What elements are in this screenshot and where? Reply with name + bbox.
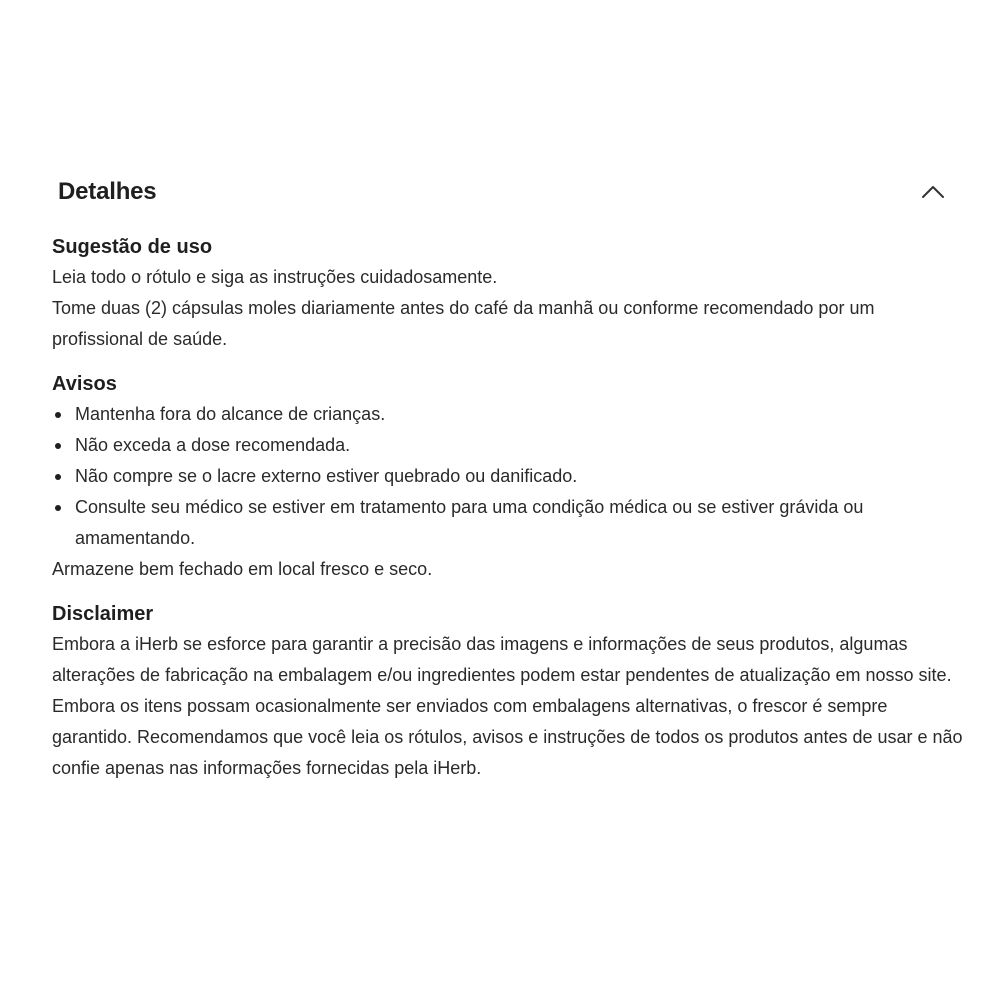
warning-text: Mantenha fora do alcance de crianças.	[75, 404, 386, 424]
disclaimer-text: Embora a iHerb se esforce para garantir a precisão das imagens e informações de seus produtos, algumas alterações de fabricação na embalagem e/ou ingredientes podem estar pendentes de atualização em nosso site. Embora os itens possam ocasionalmente ser enviados com embalagens alternativas, o frescor é sempre garantido. Recomendamos que você leia os rótulos, avisos e instruções de todos os produtos antes de usar e não confie apenas nas informações fornecidas pela iHerb.	[52, 634, 963, 778]
usage-title: Sugestão de uso	[52, 236, 213, 258]
details-accordion-header[interactable]	[58, 168, 958, 216]
bullet-icon	[55, 412, 61, 418]
bullet-icon	[55, 443, 61, 449]
warning-item	[52, 461, 967, 492]
chevron-up-icon[interactable]	[918, 177, 948, 207]
usage-section	[52, 232, 967, 355]
usage-line: Tome duas (2) cápsulas moles diariamente antes do café da manhã ou conforme recomendado por um profissional de saúde.	[52, 298, 875, 349]
disclaimer-section	[52, 599, 967, 784]
warnings-title: Avisos	[52, 373, 117, 395]
warning-text: Não compre se o lacre externo estiver quebrado ou danificado.	[75, 466, 578, 486]
storage-text: Armazene bem fechado em local fresco e seco.	[52, 559, 433, 579]
warnings-section	[52, 369, 967, 585]
warning-item	[52, 399, 967, 430]
warning-text: Consulte seu médico se estiver em tratamento para uma condição médica ou se estiver grávida ou amamentando.	[75, 497, 864, 548]
warnings-list	[52, 399, 967, 554]
usage-line: Leia todo o rótulo e siga as instruções cuidadosamente.	[52, 267, 498, 287]
warning-item	[52, 492, 967, 554]
bullet-icon	[55, 505, 61, 511]
warning-text: Não exceda a dose recomendada.	[75, 435, 351, 455]
details-title: Detalhes	[58, 178, 157, 205]
bullet-icon	[55, 474, 61, 480]
warning-item	[52, 430, 967, 461]
details-content	[52, 232, 967, 798]
disclaimer-title: Disclaimer	[52, 603, 154, 625]
